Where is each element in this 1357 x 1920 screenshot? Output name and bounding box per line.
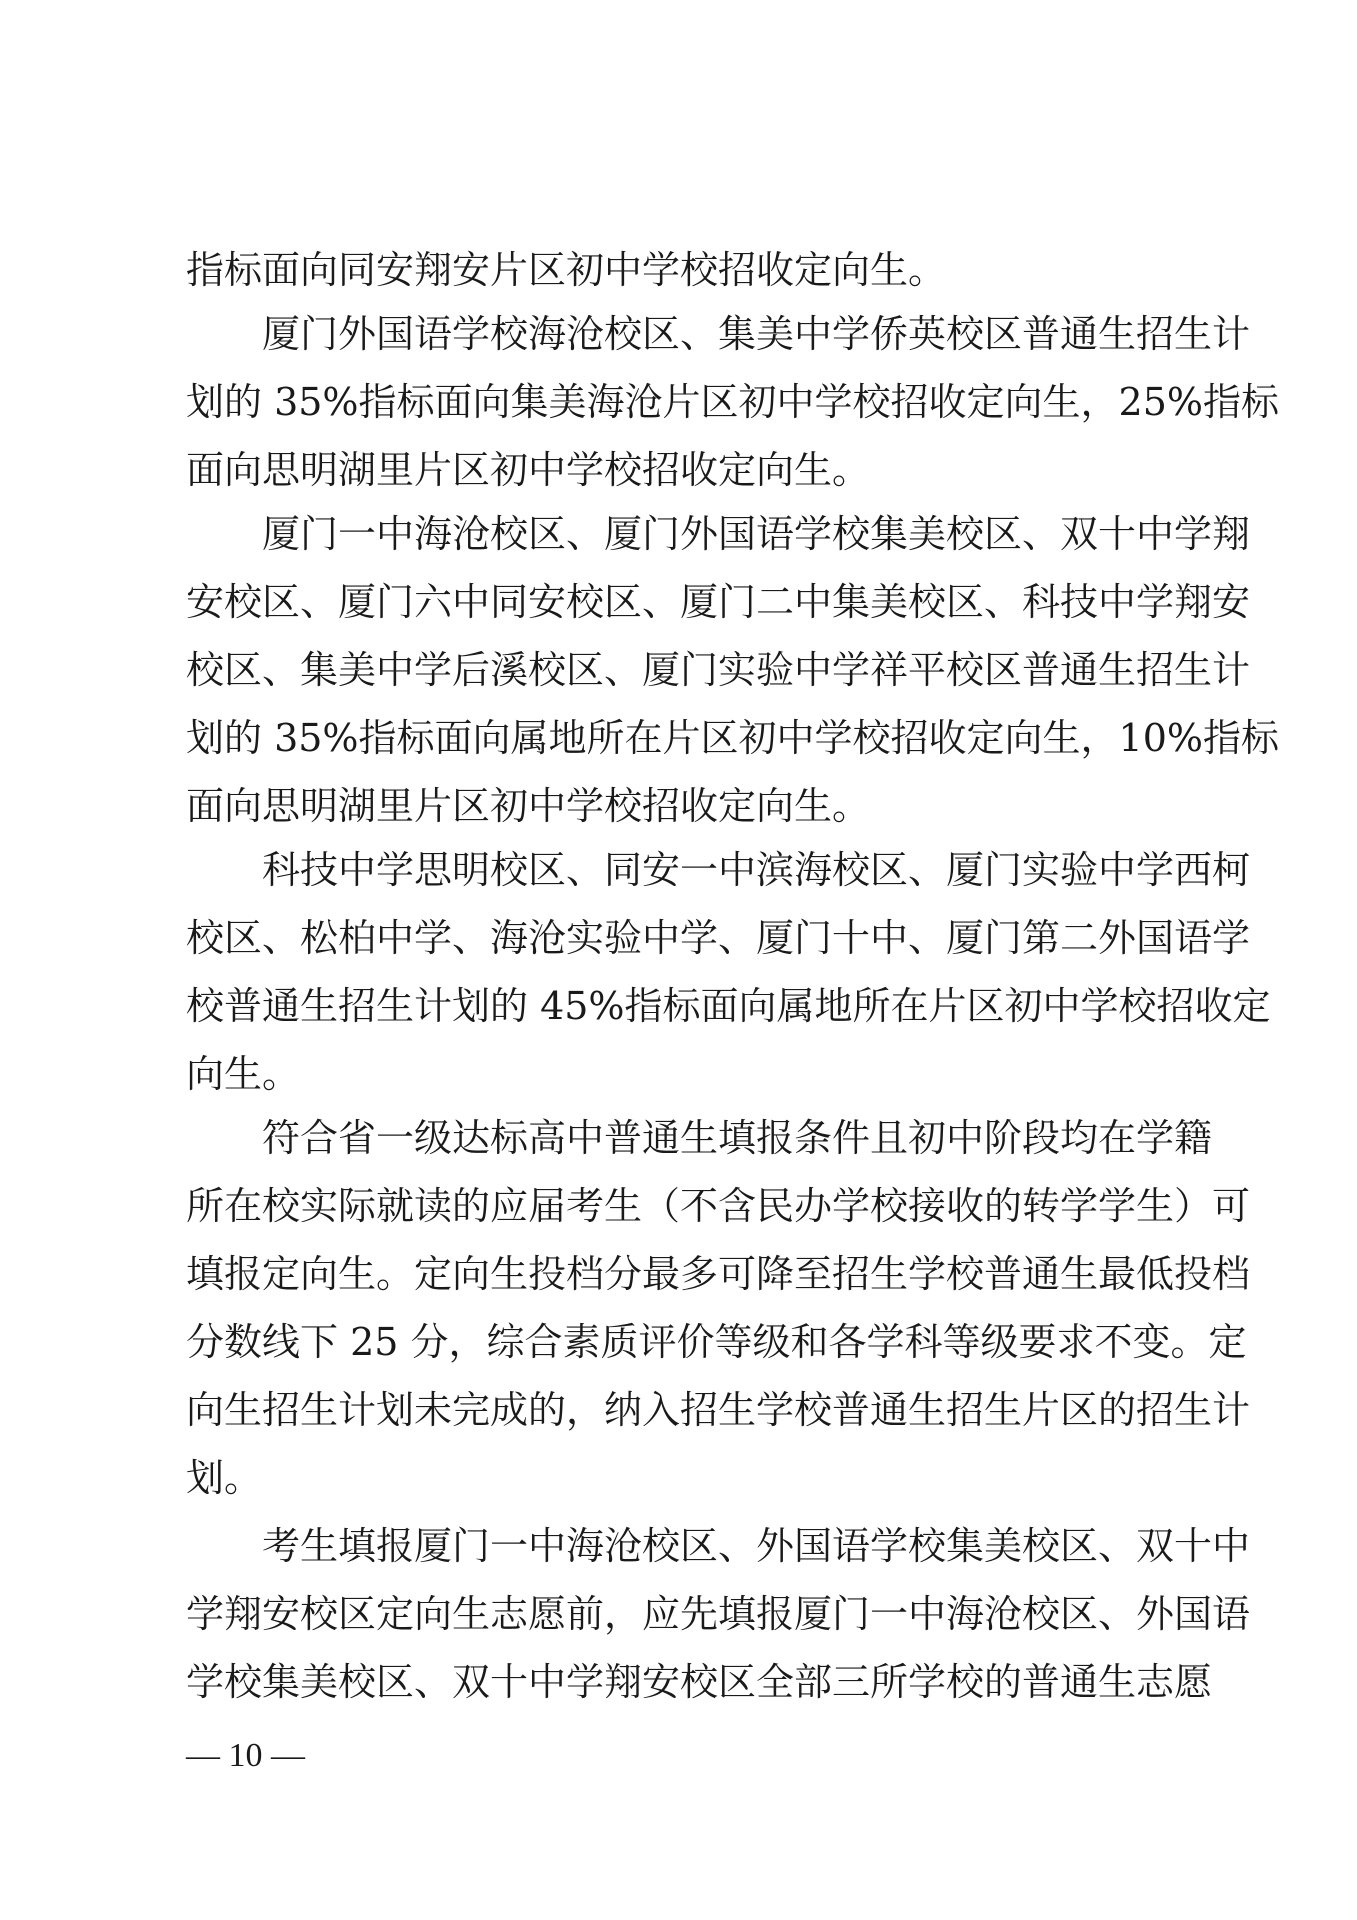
body-line: 厦门一中海沧校区、厦门外国语学校集美校区、双十中学翔 [262,512,1251,556]
body-line: 校区、集美中学后溪校区、厦门实验中学祥平校区普通生招生计 [186,648,1251,692]
body-line: 填报定向生。定向生投档分最多可降至招生学校普通生最低投档 [186,1252,1251,1296]
body-line: 校普通生招生计划的 45%指标面向属地所在片区初中学校招收定 [186,984,1271,1028]
page-number: — 10 — [186,1737,305,1774]
body-line: 面向思明湖里片区初中学校招收定向生。 [186,448,871,492]
body-line: 安校区、厦门六中同安校区、厦门二中集美校区、科技中学翔安 [186,580,1251,624]
body-line: 向生招生计划未完成的，纳入招生学校普通生招生片区的招生计 [186,1388,1251,1432]
body-line: 考生填报厦门一中海沧校区、外国语学校集美校区、双十中 [262,1524,1251,1568]
body-line: 分数线下 25 分，综合素质评价等级和各学科等级要求不变。定 [186,1320,1247,1364]
body-line: 厦门外国语学校海沧校区、集美中学侨英校区普通生招生计 [262,312,1251,356]
body-line: 校区、松柏中学、海沧实验中学、厦门十中、厦门第二外国语学 [186,916,1251,960]
body-line: 划。 [186,1456,263,1500]
body-line: 学校集美校区、双十中学翔安校区全部三所学校的普通生志愿 [186,1660,1213,1704]
body-line: 学翔安校区定向生志愿前，应先填报厦门一中海沧校区、外国语 [186,1592,1251,1636]
body-line: 指标面向同安翔安片区初中学校招收定向生。 [186,248,947,292]
body-line: 符合省一级达标高中普通生填报条件且初中阶段均在学籍 [262,1116,1213,1160]
body-line: 划的 35%指标面向集美海沧片区初中学校招收定向生，25%指标 [186,380,1280,424]
body-line: 科技中学思明校区、同安一中滨海校区、厦门实验中学西柯 [262,848,1251,892]
body-line: 所在校实际就读的应届考生（不含民办学校接收的转学学生）可 [186,1184,1251,1228]
body-line: 划的 35%指标面向属地所在片区初中学校招收定向生，10%指标 [186,716,1280,760]
body-line: 面向思明湖里片区初中学校招收定向生。 [186,784,871,828]
body-line: 向生。 [186,1052,301,1096]
